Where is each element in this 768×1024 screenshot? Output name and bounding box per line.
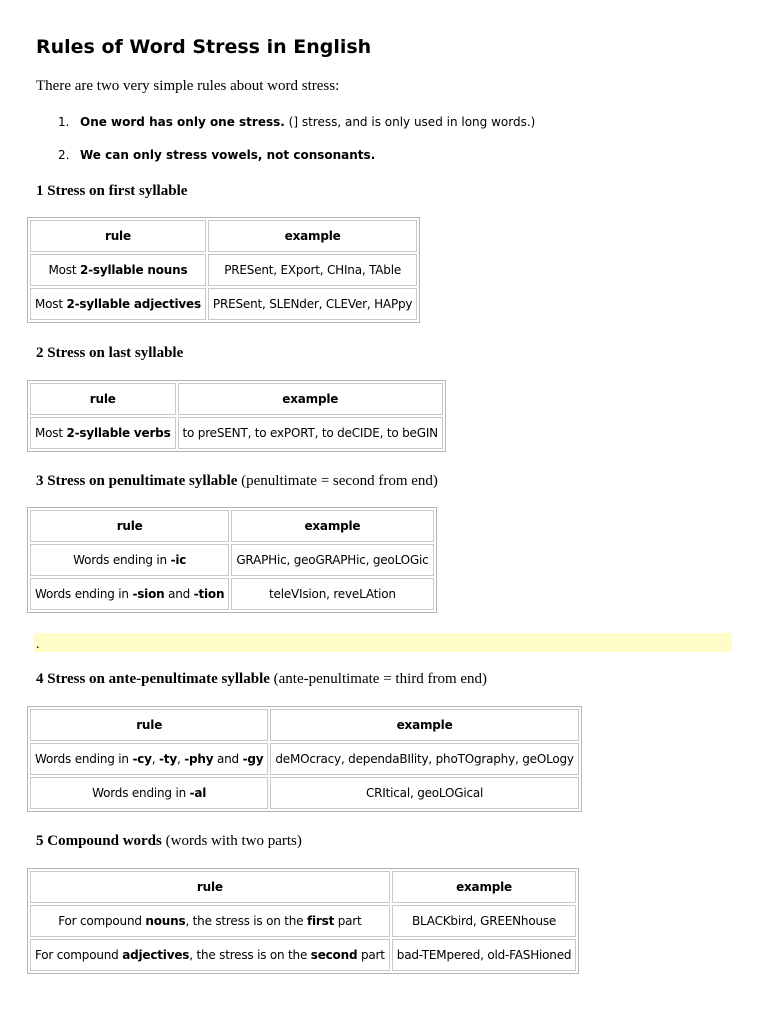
rule-bold-text: We can only stress vowels, not consonants. xyxy=(80,148,376,162)
section-note: (ante-penultimate = third from end) xyxy=(269,671,488,687)
section-heading-3 xyxy=(36,471,438,491)
column-header: rule xyxy=(30,383,176,415)
cell-text: , xyxy=(176,752,185,766)
table-row xyxy=(30,578,434,610)
section-title: 1 Stress on first syllable xyxy=(36,183,188,199)
rule-cell xyxy=(30,254,206,286)
bold-text: -sion xyxy=(132,587,165,601)
stress-table-ante-penultimate xyxy=(27,706,582,812)
rule-cell xyxy=(30,939,390,971)
rule-rest-text: (] stress, and is only used in long words.) xyxy=(284,115,536,129)
stress-table-last-syllable xyxy=(27,380,446,452)
column-header: example xyxy=(178,383,443,415)
rule-cell xyxy=(30,578,229,610)
table-header-row xyxy=(30,510,434,542)
table-row xyxy=(30,288,417,320)
column-header: rule xyxy=(30,220,206,252)
table-row xyxy=(30,254,417,286)
rule-number: 2. xyxy=(58,148,70,162)
section-note: (penultimate = second from end) xyxy=(237,473,438,489)
section-title: 2 Stress on last syllable xyxy=(36,345,184,361)
cell-text: , the stress is on the xyxy=(189,948,311,962)
example-cell xyxy=(208,254,417,286)
column-header: example xyxy=(208,220,417,252)
bold-text: 2-syllable nouns xyxy=(79,263,188,277)
table-header-row xyxy=(30,220,417,252)
intro-text: There are two very simple rules about word stress: xyxy=(36,78,340,94)
cell-text: , xyxy=(151,752,160,766)
cell-text: Most xyxy=(35,297,67,311)
section-heading-4 xyxy=(36,669,487,689)
cell-text: PRESent, SLENder, CLEVer, HAPpy xyxy=(212,297,413,311)
column-header: example xyxy=(392,871,577,903)
example-cell xyxy=(270,777,578,809)
stress-table-compound-words xyxy=(27,868,579,974)
bold-text: -ic xyxy=(170,553,187,567)
example-cell xyxy=(208,288,417,320)
stress-table-first-syllable xyxy=(27,217,420,323)
cell-text: For compound xyxy=(35,948,123,962)
cell-text: part xyxy=(357,948,385,962)
cell-text: CRItical, geoLOGical xyxy=(365,786,484,800)
rule-item-1 xyxy=(58,114,535,130)
cell-text: PRESent, EXport, CHIna, TAble xyxy=(224,263,402,277)
section-title: 5 Compound words xyxy=(36,833,162,849)
cell-text: BLACKbird, GREENhouse xyxy=(411,914,557,928)
cell-text: and xyxy=(164,587,194,601)
table-header-row xyxy=(30,709,579,741)
bold-text: second xyxy=(310,948,358,962)
rule-bold-text: One word has only one stress. xyxy=(80,115,285,129)
cell-text: deMOcracy, dependaBIlity, phoTOgraphy, geOLogy xyxy=(275,752,574,766)
cell-text: bad-TEMpered, old-FASHioned xyxy=(396,948,572,962)
page-title: Rules of Word Stress in English xyxy=(36,36,372,58)
column-header: example xyxy=(270,709,578,741)
cell-text: to preSENT, to exPORT, to deCIDE, to beGIN xyxy=(182,426,438,440)
table-row xyxy=(30,417,443,449)
cell-text: Words ending in xyxy=(92,786,190,800)
bold-text: -ty xyxy=(159,752,177,766)
bold-text: nouns xyxy=(145,914,186,928)
column-header: rule xyxy=(30,510,229,542)
column-header: rule xyxy=(30,871,390,903)
section-heading-2 xyxy=(36,343,183,363)
section-title: 4 Stress on ante-penultimate syllable xyxy=(36,671,270,687)
cell-text: Most xyxy=(35,426,67,440)
cell-text: , the stress is on the xyxy=(185,914,307,928)
example-cell xyxy=(231,544,433,576)
example-cell xyxy=(392,905,577,937)
table-row xyxy=(30,777,579,809)
highlighted-note xyxy=(34,633,732,652)
bold-text: 2-syllable adjectives xyxy=(66,297,201,311)
bold-text: -al xyxy=(189,786,207,800)
cell-text: Words ending in xyxy=(35,587,133,601)
stress-table-penultimate xyxy=(27,507,437,613)
bold-text: -cy xyxy=(132,752,152,766)
example-cell xyxy=(270,743,578,775)
bold-text: -gy xyxy=(242,752,264,766)
rule-cell xyxy=(30,417,176,449)
cell-text: Most xyxy=(48,263,80,277)
cell-text: and xyxy=(213,752,243,766)
rule-item-2 xyxy=(58,147,375,163)
bold-text: adjectives xyxy=(122,948,190,962)
table-row xyxy=(30,544,434,576)
cell-text: Words ending in xyxy=(35,752,133,766)
table-header-row xyxy=(30,383,443,415)
section-heading-5 xyxy=(36,831,302,851)
section-note: (words with two parts) xyxy=(161,833,302,849)
rule-cell xyxy=(30,743,268,775)
cell-text: For compound xyxy=(58,914,146,928)
highlighted-note-text: . xyxy=(36,637,40,652)
column-header: example xyxy=(231,510,433,542)
table-row xyxy=(30,905,576,937)
rule-cell xyxy=(30,905,390,937)
cell-text: teleVIsion, reveLAtion xyxy=(269,587,396,601)
table-row xyxy=(30,939,576,971)
example-cell xyxy=(178,417,443,449)
rule-number: 1. xyxy=(58,115,70,129)
example-cell xyxy=(392,939,577,971)
table-header-row xyxy=(30,871,576,903)
cell-text: part xyxy=(334,914,362,928)
example-cell xyxy=(231,578,433,610)
cell-text: GRAPHic, geoGRAPHic, geoLOGic xyxy=(236,553,429,567)
column-header: rule xyxy=(30,709,268,741)
cell-text: Words ending in xyxy=(73,553,171,567)
rule-cell xyxy=(30,777,268,809)
bold-text: 2-syllable verbs xyxy=(66,426,171,440)
table-row xyxy=(30,743,579,775)
rule-cell xyxy=(30,544,229,576)
bold-text: -tion xyxy=(193,587,225,601)
bold-text: first xyxy=(306,914,335,928)
rule-cell xyxy=(30,288,206,320)
section-title: 3 Stress on penultimate syllable xyxy=(36,473,238,489)
section-heading-1 xyxy=(36,181,187,201)
bold-text: -phy xyxy=(184,752,214,766)
